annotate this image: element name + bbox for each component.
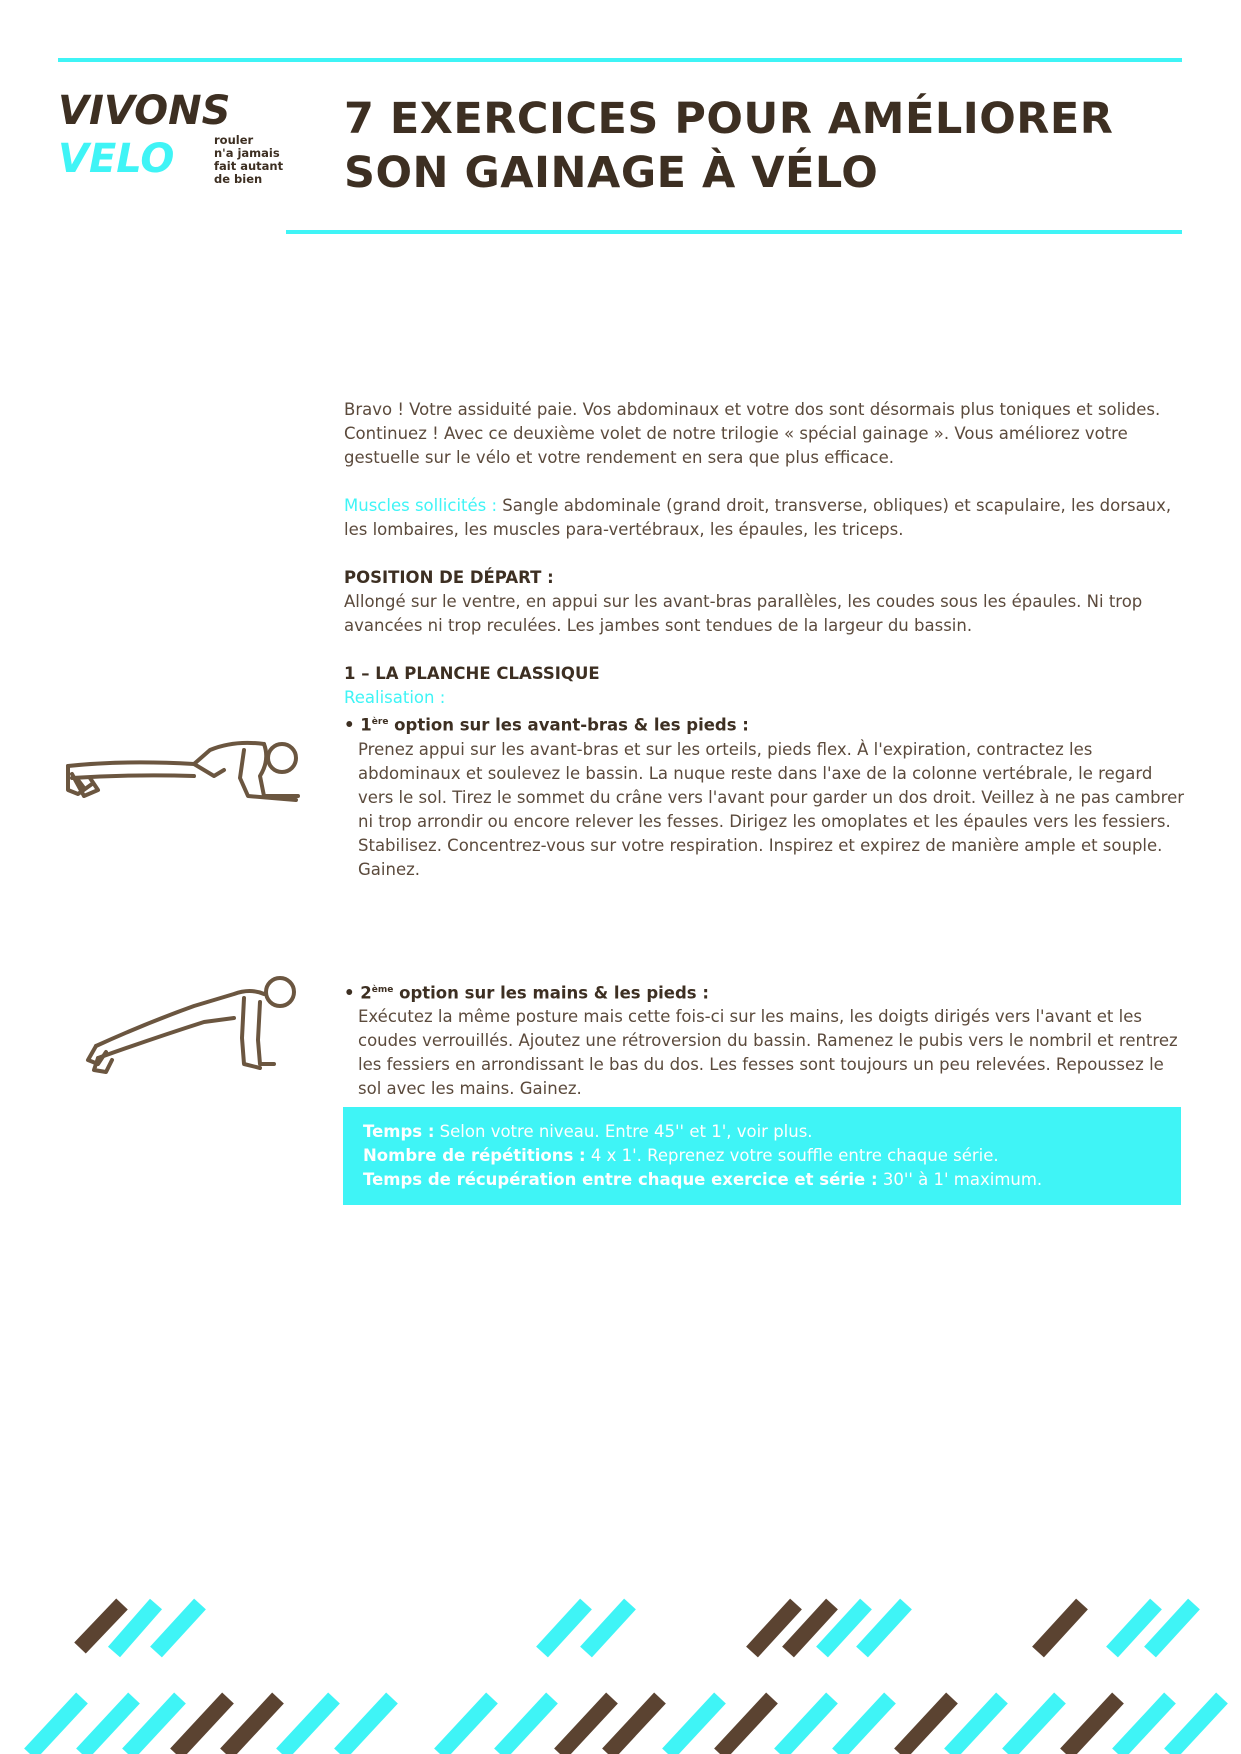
logo-line2: VELO: [58, 136, 175, 182]
option2-heading: • 2ème option sur les mains & les pieds :: [344, 983, 709, 1002]
exercise-subheading: Realisation :: [344, 688, 446, 707]
exercise-heading: 1 – LA PLANCHE CLASSIQUE: [344, 664, 600, 683]
recap-temps: Temps : Selon votre niveau. Entre 45'' et 1', voir plus.: [363, 1122, 813, 1141]
muscles-paragraph: [344, 494, 1184, 542]
position-text: Allongé sur le ventre, en appui sur les avant-bras parallèles, les coudes sous les épaules. Ni trop avancées ni trop reculées. Les jambes sont tendues de la largeur du bassin.: [344, 592, 1143, 635]
intro-paragraph: Bravo ! Votre assiduité paie. Vos abdominaux et votre dos sont désormais plus toniques et solides. Continuez ! Avec ce deuxième volet de notre trilogie « spécial gainage ». Vous améliorez votre gestuelle sur le vélo et votre rendement en sera que plus efficace.: [344, 400, 1161, 467]
recap-box: [343, 1107, 1181, 1205]
logo-tagline-4: de bien: [214, 172, 263, 186]
option2-text: Exécutez la même posture mais cette fois-ci sur les mains, les doigts dirigés vers l'avant et les coudes verrouillés. Ajoutez une rétroversion du bassin. Ramenez le pubis vers le nombril et rentrez les fessiers en arrondissant le bas du dos. Les fesses sont toujours un peu relevées. Repoussez le sol avec les mains. Gainez.: [358, 1007, 1178, 1098]
vivons-velo-logo: [58, 88, 308, 198]
decorative-stripes: [0, 1596, 1241, 1754]
logo-line1: VIVONS: [58, 88, 231, 134]
recap-recuperation: Temps de récupération entre chaque exercice et série : 30'' à 1' maximum.: [363, 1170, 1043, 1189]
page-title: [344, 92, 1204, 200]
stripe-set: [30, 1604, 1222, 1754]
top-rule: [58, 58, 1182, 62]
forearm-plank-illustration: [64, 730, 310, 810]
high-plank-illustration: [84, 968, 304, 1076]
position-heading: POSITION DE DÉPART :: [344, 568, 554, 587]
recap-repetitions: Nombre de répétitions : 4 x 1'. Reprenez votre souffle entre chaque série.: [363, 1146, 999, 1165]
logo-tagline-3: fait autant: [214, 159, 284, 173]
title-line2: SON GAINAGE À VÉLO: [344, 148, 879, 198]
option1-heading: • 1ère option sur les avant-bras & les pieds :: [344, 715, 749, 735]
article-body: [344, 398, 1184, 1101]
muscles-text: Sangle abdominale (grand droit, transverse, obliques) et scapulaire, les dorsaux, les lombaires, les muscles para-vertébraux, les épaules, les triceps.: [344, 496, 1172, 539]
title-line1: 7 EXERCICES POUR AMÉLIORER: [344, 94, 1114, 144]
muscles-label: Muscles sollicités :: [344, 496, 498, 515]
option1-text: Prenez appui sur les avant-bras et sur les orteils, pieds flex. À l'expiration, contractez les abdominaux et soulevez le bassin. La nuque reste dans l'axe de la colonne vertébrale, le regard vers le sol. Tirez le sommet du crâne vers l'avant pour garder un dos droit. Veillez à ne pas cambrer ni trop arrondir ou encore relever les fesses. Dirigez les omoplates et les épaules vers les fessiers. Stabilisez. Concentrez-vous sur votre respiration. Inspirez et expirez de manière ample et souple. Gainez.: [358, 739, 1184, 879]
logo-tagline-2: n'a jamais: [214, 146, 280, 160]
title-underline-rule: [286, 230, 1182, 234]
logo-tagline-1: rouler: [214, 133, 254, 147]
